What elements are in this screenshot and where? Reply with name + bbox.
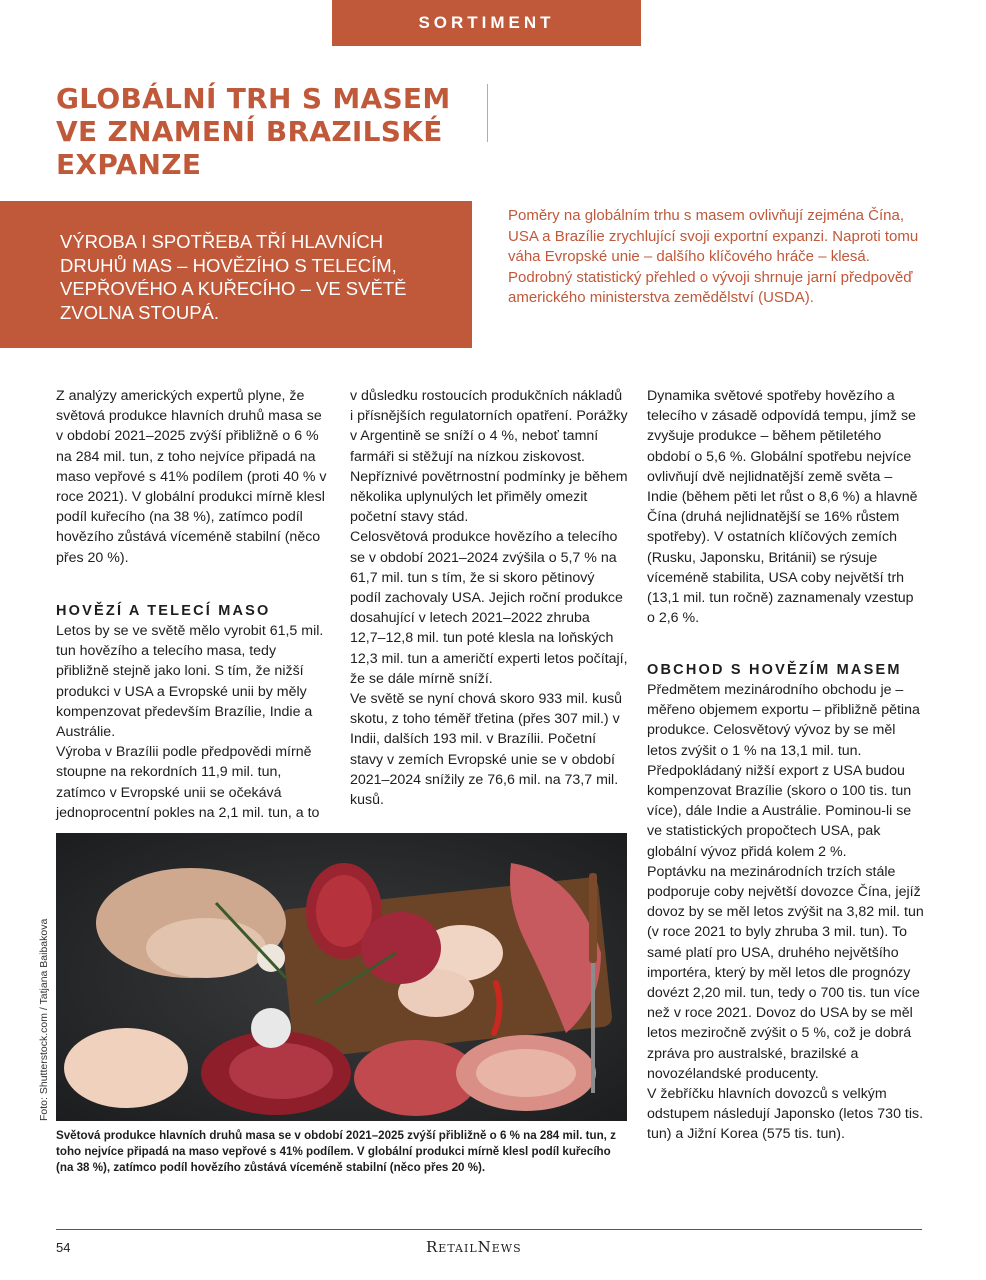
column-2 [350, 386, 628, 810]
meat-photo [56, 833, 627, 1121]
meat-illustration [56, 833, 627, 1121]
column-1-section [56, 601, 328, 823]
col2-paragraph-1: v důsledku rostoucích produkčních nákladů i přísnějších regulatorních opatření. Porážky v Argentině se sníží o 4 %, neboť tamní farmáři si stěžují na nízkou ziskovost. Nepříznivé povětrnostní podmínky je během několika uplynulých let přiměly omezit početní stavy stád. [350, 388, 628, 526]
col3-paragraph-4: V žebříčku hlavních dovozců s velkým odstupem následují Japonsko (letos 730 tis. tun) a Jižní Korea (575 tis. tun). [647, 1086, 924, 1143]
brand-logo: RetailNews [426, 1238, 522, 1256]
col2-paragraph-2: Celosvětová produkce hovězího a telecího se v období 2021–2024 zvýšila o 5,7 % na 61,7 mil. tun s tím, že si skoro pětinový podíl zachovaly USA. Jejich roční produkce dosahující v letech 2021–2022 zhruba 12,7–12,8 mil. tun poté klesla na loňských 12,3 mil. tun a američtí experti letos počítají, že se dále mírně sníží. [350, 529, 628, 687]
lead-box [0, 201, 472, 348]
footer-divider [56, 1229, 922, 1230]
intro-paragraph: Poměry na globálním trhu s masem ovlivňují zejména Čína, USA a Brazílie zrychlující svoji exportní expanzi. Naproti tomu váha Evropské unie – dalšího klíčového hráče – klesá. Podrobný statistický přehled o vývoji shrnuje jarní předpověď amerického ministerstva zemědělství (USDA). [508, 207, 919, 306]
col3-paragraph-2: Předmětem mezinárodního obchodu je – měřeno objemem exportu – přibližně pětina produkce. Celosvětový vývoz by se měl letos zvýšit o 1 % na 13,1 mil. tun. Předpokládaný nižší export z USA budou kompenzovat Brazílie (skoro o 100 tis. tun více), dále Indie a Austrálie. Pominou-li se ve statistických propočtech USA, pak globální vývoz přidá kolem 2 %. [647, 682, 920, 860]
col3-paragraph-1: Dynamika světové spotřeby hovězího a telecího v zásadě odpovídá tempu, jímž se zvyšuje produkce – během pětiletého období o 5,6 %. Globální spotřebu nejvíce ovlivňují dvě nejlidnatější země světa – Indie (během pěti let růst o 8,6 %) a hlavně Čína (druhá nejlidnatější se 16% růstem spotřeby). V ostatních klíčových zemích (Rusku, Japonsku, Británii) se rýsuje víceméně stabilita, USA coby největší trh (13,1 mil. tun ročně) zaznamenaly vzestup o 2,6 %. [647, 388, 918, 627]
col1-paragraph-2: Letos by se ve světě mělo vyrobit 61,5 mil. tun hovězího a telecího masa, tedy přibližně stejně jako loni. S tím, že nižší produkci v USA a Evropské unii by měly kompenzovat především Brazílie, Indie a Austrálie. [56, 623, 324, 741]
heading-beef: HOVĚZÍ A TELECÍ MASO [56, 603, 271, 619]
title-divider [487, 84, 488, 142]
photo-caption: Světová produkce hlavních druhů masa se v období 2021–2025 zvýší přibližně o 6 % na 284 mil. tun, z toho nejvíce připadá na maso vepřové s 41% podílem. V globální produkci mírně klesl podíl kuřecího (na 38 %), zatímco podíl hovězího zůstává víceméně stabilní (něco přes 20 %). [56, 1129, 616, 1174]
photo-credit: Foto: Shutterstock.com / Tatjana Baibakova [38, 918, 50, 1121]
col3-paragraph-3: Poptávku na mezinárodních trzích stále podporuje coby největší dovozce Čína, jejíž dovoz by se měl letos zvýšit na 3,82 mil. tun (v roce 2021 to byly zhruba 3 mil. tun). To samé platí pro USA, druhého největšího importéra, který by měl letos dle prognózy dovézt 2,20 mil. tun, tedy o 700 tis. tun více než v roce 2021. Dovoz do USA by se měl letos meziročně zvýšit o 5 %, což je dobrá zpráva pro australské, brazilské a novozélandské producenty. [647, 863, 924, 1082]
col1-paragraph-1: Z analýzy amerických expertů plyne, že světová produkce hlavních druhů masa se v období 2021–2025 zvýší přibližně o 6 % na 284 mil. tun, z toho nejvíce připadá na maso vepřové s 41% podílem (proti 40 % v roce 2021). V globální produkci mírně klesl podíl kuřecího (na 38 %), zatímco podíl hovězího zůstává víceméně stabilní (něco přes 20 %). [56, 388, 327, 566]
heading-trade: OBCHOD S HOVĚZÍM MASEM [647, 662, 902, 678]
col2-paragraph-3: Ve světě se nyní chová skoro 933 mil. kusů skotu, z toho téměř třetina (přes 307 mil.) v Indii, dalších 193 mil. v Brazílii. Početní stavy v zemích Evropské unie se v období 2021–2024 snížily ze 76,6 mil. na 73,7 mil. kusů. [350, 691, 623, 809]
lead-text: VÝROBA I SPOTŘEBA TŘÍ HLAVNÍCH DRUHŮ MAS – HOVĚZÍHO S TELECÍM, VEPŘOVÉHO A KUŘECÍHO – VE SVĚTĚ ZVOLNA STOUPÁ. [60, 231, 407, 323]
col1-paragraph-3: Výroba v Brazílii podle předpovědi mírně stoupne na rekordních 11,9 mil. tun, zatímco v Evropské unii se očekává jednoprocentní pokles na 2,1 mil. tun, a to [56, 744, 320, 821]
article-title: GLOBÁLNÍ TRH S MASEM VE ZNAMENÍ BRAZILSKÉ EXPANZE [56, 82, 451, 181]
section-tag: SORTIMENT [332, 0, 641, 46]
column-3 [647, 386, 925, 628]
column-1 [56, 386, 328, 568]
page-number: 54 [56, 1240, 71, 1255]
column-3-section [647, 660, 925, 1145]
